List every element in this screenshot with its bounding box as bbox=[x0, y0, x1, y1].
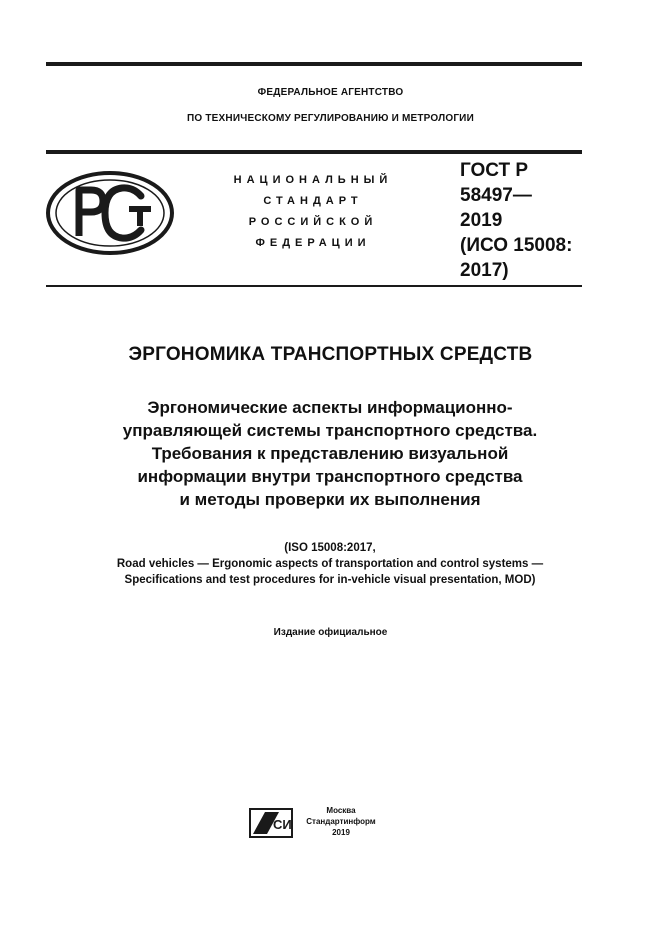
designation-line3: 2019 bbox=[460, 210, 503, 231]
standard-designation bbox=[460, 158, 580, 283]
agency-name-line2: ПО ТЕХНИЧЕСКОМУ РЕГУЛИРОВАНИЮ И МЕТРОЛОГИИ bbox=[187, 113, 474, 124]
standard-type-line3: РОССИЙСКОЙ bbox=[248, 216, 378, 228]
subtitle-line: Требования к представлению визуальной bbox=[151, 444, 509, 463]
middle-rule bbox=[46, 150, 582, 154]
edition-label: Издание официальное bbox=[273, 627, 388, 638]
publisher-name: Стандартинформ bbox=[306, 817, 376, 826]
publisher-city: Москва bbox=[326, 806, 356, 815]
document-subtitle bbox=[60, 396, 600, 511]
subtitle-line: управляющей системы транспортного средства. bbox=[122, 421, 538, 440]
subtitle-line: информации внутри транспортного средства bbox=[137, 467, 523, 486]
publisher-year: 2019 bbox=[332, 828, 350, 837]
designation-line1: ГОСТ Р bbox=[460, 160, 529, 181]
rst-conformity-mark-icon bbox=[45, 170, 175, 256]
iso-reference bbox=[30, 540, 630, 588]
iso-reference-line: Road vehicles — Ergonomic aspects of transportation and control systems — bbox=[116, 558, 544, 570]
standard-type-block bbox=[208, 170, 418, 254]
document-title: ЭРГОНОМИКА ТРАНСПОРТНЫХ СРЕДСТВ bbox=[128, 344, 533, 365]
designation-line4: (ИСО 15008: bbox=[460, 235, 573, 256]
top-rule bbox=[46, 62, 582, 66]
iso-reference-line: Specifications and test procedures for in-vehicle visual presentation, MOD) bbox=[124, 574, 536, 586]
standard-type-line4: ФЕДЕРАЦИИ bbox=[255, 237, 371, 249]
standartinform-logo-icon bbox=[249, 808, 293, 838]
designation-line2: 58497— bbox=[460, 185, 532, 206]
publisher-logo-text: СИ bbox=[273, 817, 292, 832]
subtitle-line: и методы проверки их выполнения bbox=[179, 490, 481, 509]
publisher-block bbox=[296, 805, 386, 838]
agency-name-line1: ФЕДЕРАЛЬНОЕ АГЕНТСТВО bbox=[257, 87, 404, 98]
iso-reference-line: (ISO 15008:2017, bbox=[284, 542, 376, 554]
standard-type-line2: СТАНДАРТ bbox=[263, 195, 363, 207]
subtitle-line: Эргономические аспекты информационно- bbox=[147, 398, 513, 417]
bottom-rule bbox=[46, 285, 582, 287]
designation-line5: 2017) bbox=[460, 260, 509, 281]
standard-type-line1: НАЦИОНАЛЬНЫЙ bbox=[233, 174, 393, 186]
